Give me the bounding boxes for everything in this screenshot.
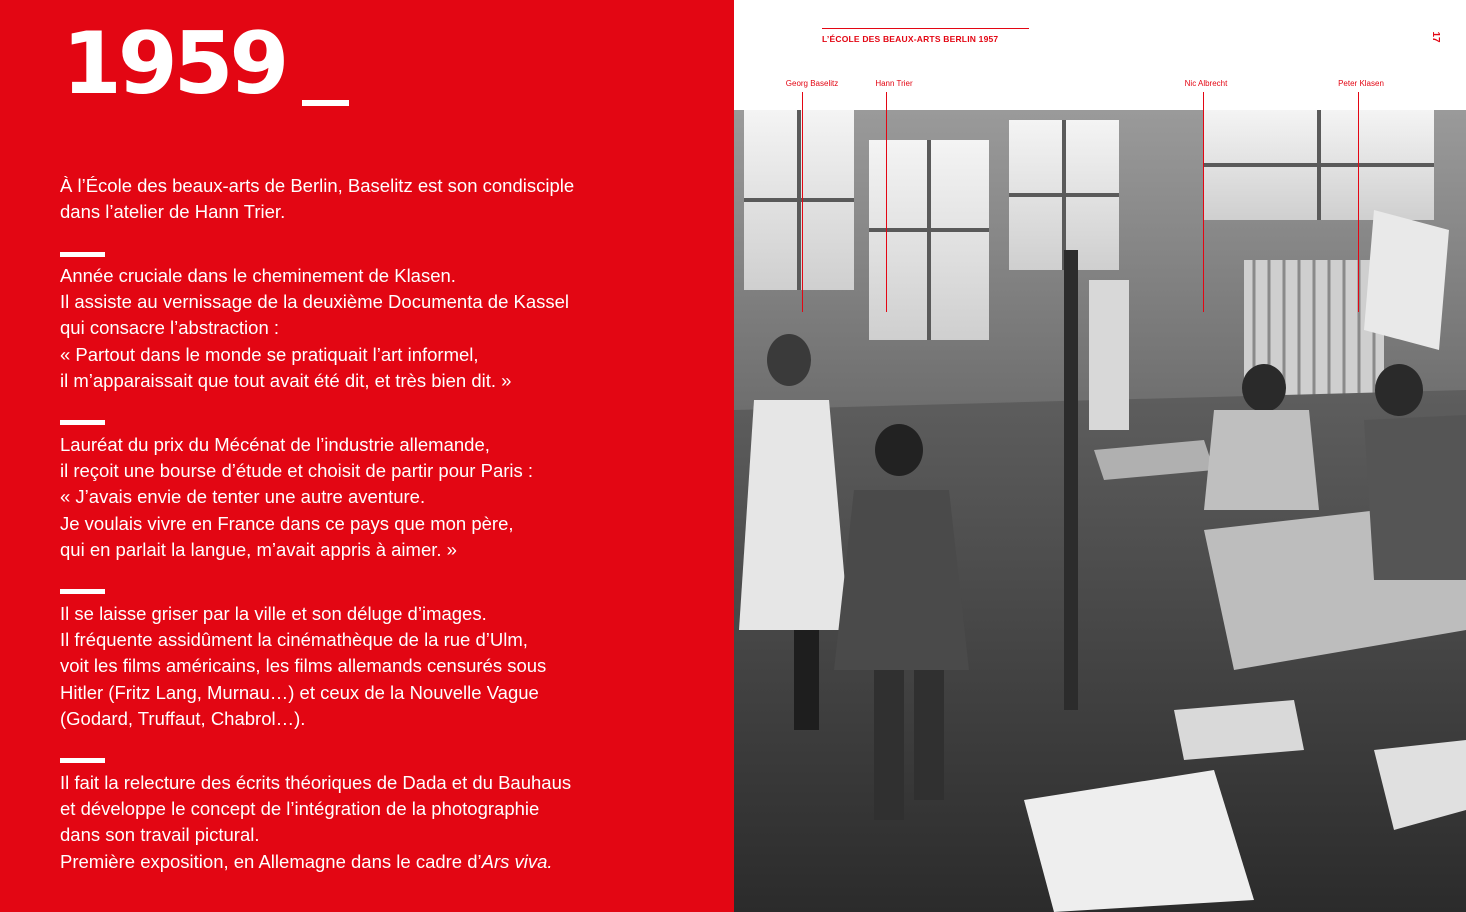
year-heading: 1959	[62, 14, 286, 114]
year-underscore	[302, 100, 349, 106]
section-separator	[60, 420, 105, 425]
paragraph-line: qui consacre l’abstraction :	[60, 317, 280, 339]
studio-photograph	[734, 110, 1466, 912]
running-header: L’ÉCOLE DES BEAUX-ARTS BERLIN 1957	[822, 34, 999, 44]
paragraph-line: Lauréat du prix du Mécénat de l’industrie allemande,	[60, 434, 490, 455]
paragraph-line: À l’École des beaux-arts de Berlin, Baselitz est son condisciple	[60, 175, 575, 196]
paragraph-2	[60, 263, 569, 394]
caption-leader-line	[1358, 92, 1359, 312]
paragraph-line: « J’avais envie de tenter une autre aventure.	[60, 486, 426, 508]
paragraph-line: Année cruciale dans le cheminement de Klasen.	[60, 265, 456, 286]
paragraph-line: (Godard, Truffaut, Chabrol…).	[60, 707, 306, 729]
paragraph-line: dans son travail pictural.	[60, 824, 260, 846]
paragraph-line: qui en parlait la langue, m’avait appris à aimer. »	[60, 538, 457, 560]
caption-leader-line	[886, 92, 887, 312]
caption-leader-line	[802, 92, 803, 312]
paragraph-line: voit les films américains, les films allemands censurés sous	[60, 655, 547, 677]
paragraph-4	[60, 601, 546, 732]
paragraph-line: il reçoit une bourse d’étude et choisit de partir pour Paris :	[60, 460, 534, 482]
section-separator	[60, 589, 105, 594]
paragraph-5	[60, 770, 571, 875]
paragraph-line: Il assiste au vernissage de la deuxième Documenta de Kassel	[60, 291, 570, 313]
paragraph-last-line	[60, 849, 571, 875]
paragraph-3	[60, 432, 533, 563]
section-separator	[60, 758, 105, 763]
caption-peter-klasen: Peter Klasen	[1338, 79, 1384, 88]
paragraph-line-prefix: Première exposition, en Allemagne dans le cadre d’	[60, 850, 482, 872]
header-rule	[822, 28, 1029, 29]
page-number: 17	[1430, 31, 1441, 43]
paragraph-line: Je voulais vivre en France dans ce pays que mon père,	[60, 512, 514, 534]
paragraph-line: « Partout dans le monde se pratiquait l’art informel,	[60, 343, 479, 365]
caption-nic-albrecht: Nic Albrecht	[1184, 79, 1228, 88]
photo-illustration	[734, 110, 1466, 912]
paragraph-1	[60, 173, 574, 225]
caption-hann-trier: Hann Trier	[875, 79, 913, 88]
paragraph-line: Il fait la relecture des écrits théoriques de Dada et du Bauhaus	[60, 772, 572, 793]
paragraph-line: dans l’atelier de Hann Trier.	[60, 201, 286, 223]
paragraph-line: et développe le concept de l’intégration de la photographie	[60, 798, 540, 820]
exhibition-title: Ars viva.	[481, 850, 553, 872]
paragraph-line: il m’apparaissait que tout avait été dit, et très bien dit. »	[60, 369, 512, 391]
section-separator	[60, 252, 105, 257]
paragraph-line: Hitler (Fritz Lang, Murnau…) et ceux de la Nouvelle Vague	[60, 681, 539, 703]
paragraph-line: Il fréquente assidûment la cinémathèque de la rue d’Ulm,	[60, 629, 528, 651]
caption-georg-baselitz: Georg Baselitz	[785, 79, 839, 88]
paragraph-line: Il se laisse griser par la ville et son déluge d’images.	[60, 603, 487, 624]
caption-leader-line	[1203, 92, 1204, 312]
